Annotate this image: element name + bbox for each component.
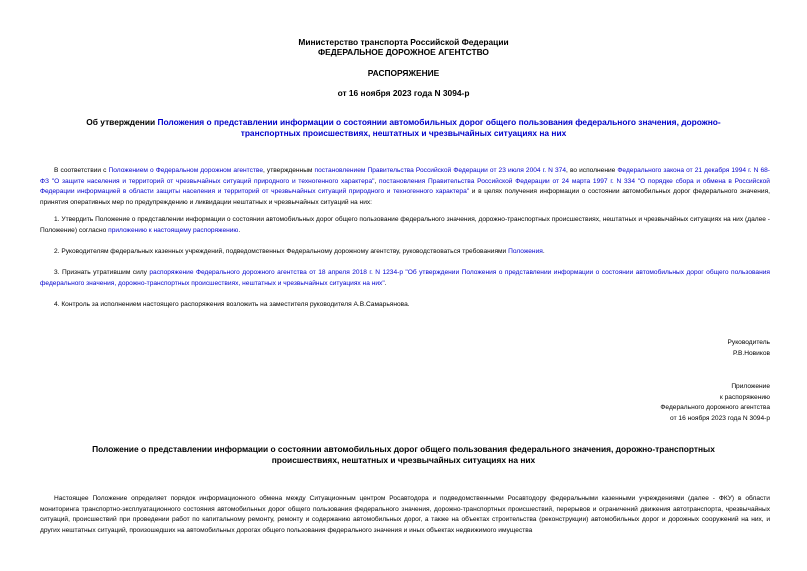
appendix-line-1: Приложение: [731, 383, 770, 390]
link-government-resolution-334[interactable]: постановления Правительства Российской Федерации от 24 марта 1997 г. N 334 "О порядке сбора и обмена в Российской Федерации информацией в области защиты населения и территорий от чрезвычайных ситуаций природного и техногенного характера": [40, 177, 770, 195]
ministry-name: Министерство транспорта Российской Федерации: [298, 37, 509, 47]
item-1-end: .: [238, 226, 241, 234]
item-2-paragraph: [40, 247, 770, 258]
preamble-text-2: , утвержденным: [263, 167, 315, 174]
link-regulation[interactable]: Положения: [508, 248, 543, 255]
item-4-text: 4. Контроль за исполнением настоящего распоряжения возложить на заместителя руководителя А.В.Самарьянова.: [54, 301, 410, 308]
document-date-number: от 16 ноября 2023 года N 3094-р: [337, 88, 470, 98]
document-title: [60, 117, 747, 139]
appendix-title: Положение о представлении информации о состоянии автомобильных дорог общего пользования федерального значения, дорожно-транспортных происшествиях, нештатных и чрезвычайных ситуациях на них: [92, 444, 715, 465]
item-2-text: 2. Руководителям федеральных казенных учреждений, подведомственных Федеральному дорожному агентству, руководствоваться требованиями: [54, 248, 509, 255]
appendix-line-4: от 16 ноября 2023 года N 3094-р: [670, 414, 770, 422]
item-3-end: .: [384, 279, 387, 287]
preamble-text-3: , во исполнение: [566, 167, 618, 174]
preamble-text-1: В соответствии с: [54, 167, 109, 174]
item-1-text: 1. Утвердить Положение о представлении информации о состоянии автомобильных дорог общего пользование федерального значения, дорожно-транспортных происшествиях, нештатных и чрезвычайных ситуациях на них (далее - Положение) согласно: [40, 216, 770, 234]
item-2-end: .: [542, 248, 545, 255]
title-link[interactable]: Положения о представлении информации о состоянии автомобильных дорог общего пользования федерального значения, дорожно-транспортных происшествиях, нештатных и чрезвычайных ситуациях на них: [157, 117, 721, 138]
appendix-header: [570, 382, 770, 424]
item-3-text: 3. Признать утратившим силу: [54, 269, 150, 276]
appendix-line-3: Федерального дорожного агентства: [660, 404, 770, 411]
preamble-text-5: и в целях получения информации о состоянии автомобильных дорог федерального значения, принятия оперативных мер по предупреждению и ликвидации нештатных и чрезвычайных ситуаций на них:: [40, 188, 770, 206]
intro-paragraph: Настоящее Положение определяет порядок информационного обмена между Ситуационным центром Росавтодора и подведомственными Росавтодору федеральными казенными учреждениями (далее - ФКУ) в области мониторинга транспортно-эксплуатационного состояния автомобильных дорог общего пользования федерального значения, дорожно-транспортных происшествий, перерывов и ограничений движения автотранспорта, чрезвычайных ситуаций, происшествий при проведении работ по капитальному ремонту, ремонту и содержанию автомобильных дорог, а также на объектах строительства (реконструкции) автомобильных дорог и дорожных сооружений на них, и других нештатных ситуаций, произошедших на автомобильных дорогах общего пользования федерального значения и иных объектах недвижимого имущества: [40, 495, 770, 534]
title-prefix: Об утверждении: [86, 117, 158, 127]
link-federal-law-68[interactable]: Федерального закона от 21 декабря 1994 г. N 68-ФЗ "О защите населения и территорий от чрезвычайных ситуаций природного и техногенного характера": [40, 167, 770, 185]
link-appendix[interactable]: приложению к настоящему распоряжению: [108, 226, 239, 234]
item-1-paragraph: [40, 215, 770, 236]
signature-name: Р.В.Новиков: [733, 349, 770, 357]
agency-name: ФЕДЕРАЛЬНОЕ ДОРОЖНОЕ АГЕНТСТВО: [318, 47, 489, 57]
appendix-line-2: к распоряжению: [719, 393, 770, 401]
signature-block: [570, 338, 770, 359]
signature-position: Руководитель: [727, 339, 770, 346]
item-4-paragraph: [40, 300, 770, 311]
preamble-text-4: ,: [374, 177, 380, 185]
item-3-paragraph: [40, 268, 770, 289]
link-agency-regulation[interactable]: Положением о Федеральном дорожном агентстве: [108, 167, 263, 174]
link-government-resolution-374[interactable]: постановлением Правительства Российской Федерации от 23 июля 2004 г. N 374: [314, 167, 567, 174]
document-type: РАСПОРЯЖЕНИЕ: [367, 68, 440, 78]
link-order-1234[interactable]: распоряжение Федерального дорожного агентства от 18 апреля 2018 г. N 1234-р "Об утверждении Положения о представлении информации о состоянии автомобильных дорог общего пользования федерального значения, дорожно-транспортных происшествиях, нештатных и чрезвычайных ситуациях на них": [40, 269, 770, 287]
preamble-paragraph: [40, 166, 770, 208]
